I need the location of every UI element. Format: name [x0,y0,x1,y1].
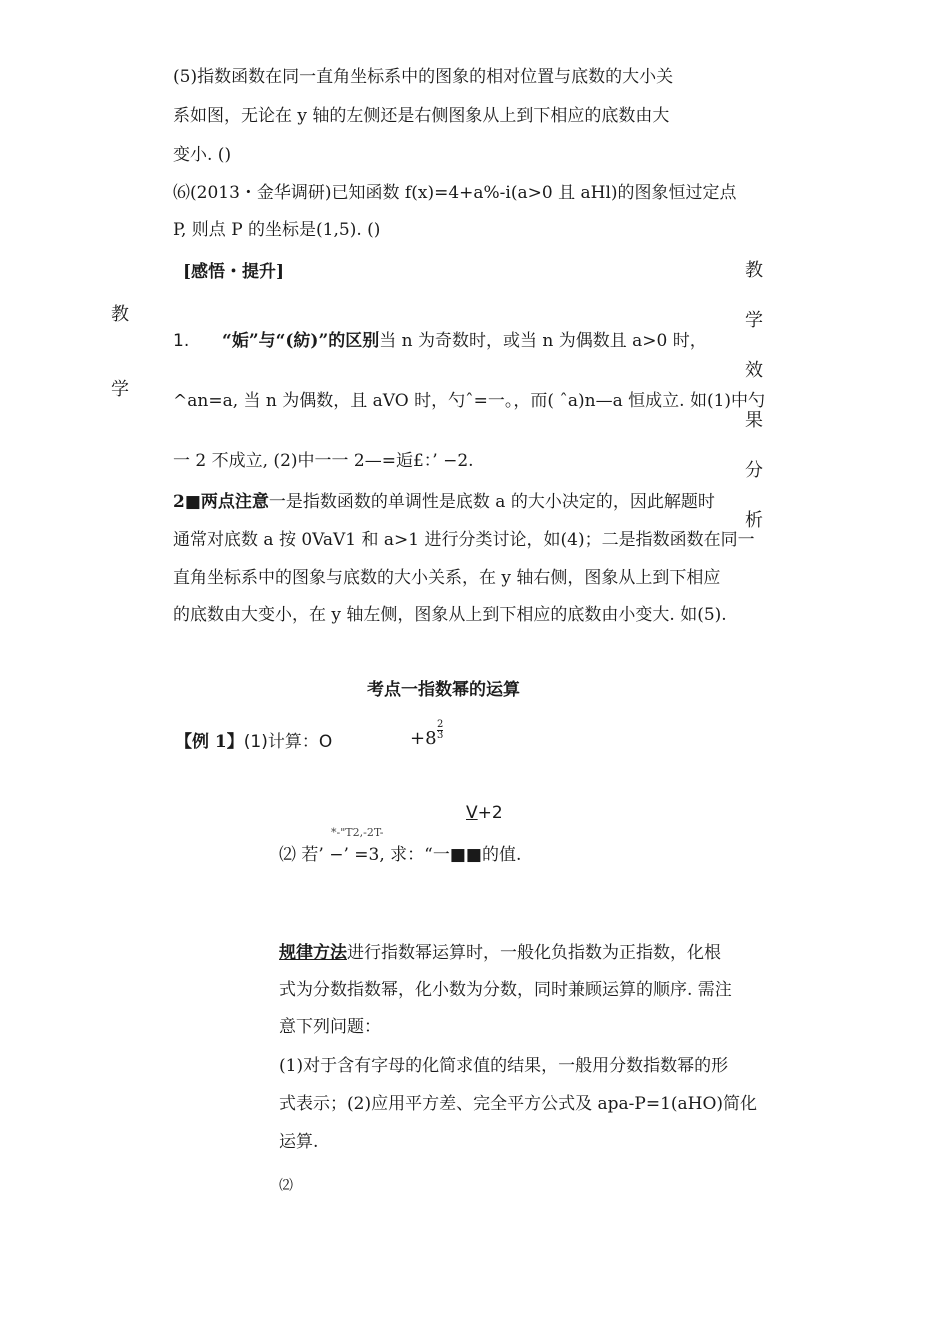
item1-line3: 一 2 不成立, (2)中一一 2—=逅£：’ −2. [173,451,474,471]
item1-number: 1. [173,331,190,351]
intro-p5-line3: 变小. () [173,145,232,165]
method-line1-text: 进行指数幂运算时，一般化负指数为正指数，化根 [347,943,721,963]
item2-line2: 通常对底数 a 按 0VaV1 和 a>1 进行分类讨论，如(4)；二是指数函数在同一 [173,530,755,550]
item2-line1-text: 一是指数函数的单调性是底数 a 的大小决定的，因此解题时 [268,492,715,512]
expr-exp-num: 2 [437,719,444,730]
method-line5: 式表示；(2)应用平方差、完全平方公式及 apa-P=1(aHO)简化 [279,1094,758,1114]
expr-exponent-fraction [437,720,443,741]
v-part: V [466,803,478,823]
example1-part2: ⑵ 若’ −’ =3, 求：“一■■的值. [279,845,522,865]
item2-line4: 的底数由大变小，在 y 轴左侧，图象从上到下相应的底数由小变大. 如(5). [173,605,727,625]
example1-label: 【例 1】 [175,732,244,752]
item2-label: 2■两点注意 [173,492,269,512]
method-line1 [279,942,721,964]
right-margin-char: 教 [745,260,763,281]
ganwu-header: [感悟・提升] [183,262,285,282]
item1-line1 [173,330,707,352]
method-line4: (1)对于含有字母的化简求值的结果，一般用分数指数幂的形 [279,1056,729,1076]
example1-v-expression [466,803,503,823]
expr-exp-den: 3 [437,730,444,741]
right-margin-char: 效 [745,360,763,381]
method-line2: 式为分数指数幂，化小数为分数，同时兼顾运算的顺序. 需注 [279,980,732,1000]
intro-p5-line1: (5)指数函数在同一直角坐标系中的图象的相对位置与底数的大小关 [173,67,674,87]
method-line3: 意下列问题： [279,1017,381,1037]
method-label: 规律方法 [279,943,347,963]
item1-line1-text: 当 n 为奇数时，或当 n 为偶数且 a>0 时， [379,331,707,351]
v-plus: +2 [477,803,503,823]
section-title: 考点一指数幂的运算 [367,680,520,700]
right-margin-char: 分 [745,460,763,481]
right-margin-char: 析 [745,510,763,531]
item1-label: “姤”与“(紡)”的区别 [222,331,380,351]
left-margin-char: 教 [111,304,129,325]
expr-plus-eight: +8 [410,728,437,749]
intro-p6-line1: ⑹(2013・金华调研)已知函数 f(x)=4+a%-i(a>0 且 aHl)的图象恒过定点 [173,183,737,203]
left-margin-char: 学 [111,379,129,400]
item2-line1 [173,491,715,513]
item2-line3: 直角坐标系中的图象与底数的大小关系，在 y 轴右侧，图象从上到下相应 [173,568,721,588]
intro-p5-line2: 系如图，无论在 y 轴的左侧还是右侧图象从上到下相应的底数由大 [173,106,670,126]
example1-expression [410,719,444,749]
right-margin-char: 果 [745,410,763,431]
example1-text: (1)计算：O [243,732,333,752]
example1-line [175,731,332,753]
footer-mark: ⑵ [279,1178,293,1194]
method-line6: 运算. [279,1132,319,1152]
example1-sub-note: *-"T2,-2T- [331,826,384,839]
item1-line2: ^an=a, 当 n 为偶数，且 aVO 时，勺ˆ=一。，而( ˆa)n—a 恒成立. 如(1)中勺 [173,391,766,411]
right-margin-char: 学 [745,310,763,331]
intro-p6-line2: P, 则点 P 的坐标是(1,5). () [173,220,381,240]
